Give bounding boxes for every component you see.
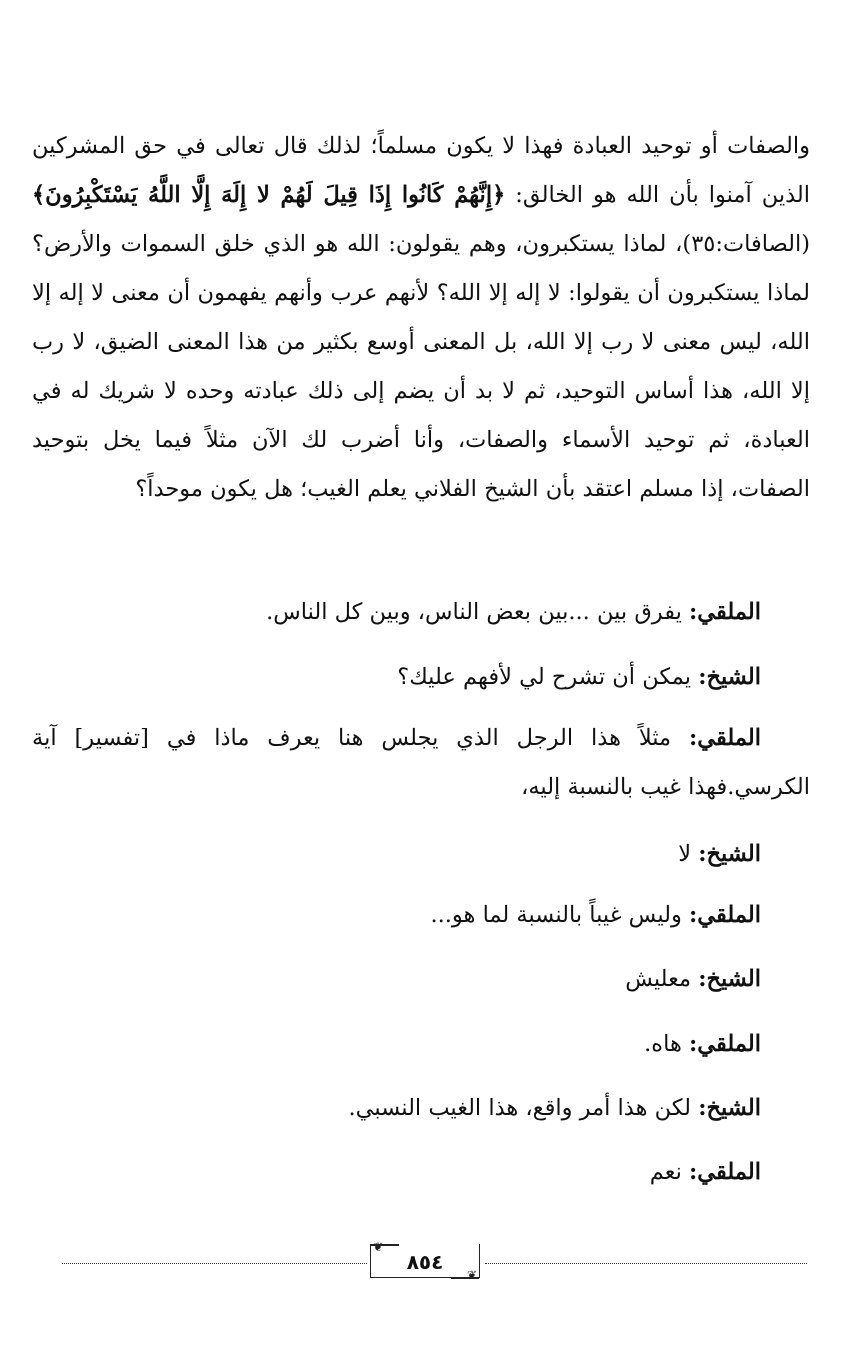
- quran-verse: ﴿إِنَّهُمْ كَانُوا إِذَا قِيلَ لَهُمْ لا إِلَهَ إِلَّا اللَّهُ يَسْتَكْبِرُونَ﴾: [32, 182, 506, 208]
- dialogue-line-3: [32, 714, 810, 812]
- speaker-label: الملقي:: [688, 725, 761, 751]
- speaker-label: الشيخ:: [698, 966, 761, 992]
- dialogue-text: هاه.: [644, 1031, 689, 1057]
- dialogue-line-6: [32, 955, 761, 1004]
- footer-dotted-rule-left: [62, 1263, 367, 1264]
- speaker-label: الشيخ:: [698, 841, 761, 867]
- floral-ornament-icon: ❦: [466, 1268, 477, 1282]
- speaker-label: الملقي:: [688, 902, 761, 928]
- dialogue-text: يمكن أن تشرح لي لأفهم عليك؟: [397, 664, 699, 690]
- page-number: ٨٥٤: [406, 1250, 444, 1274]
- footer-dotted-rule-right: [485, 1263, 807, 1264]
- floral-ornament-icon: ❦: [373, 1240, 384, 1254]
- dialogue-line-1: [32, 588, 761, 637]
- dialogue-text: نعم: [649, 1159, 689, 1185]
- dialogue-line-4: [32, 830, 761, 879]
- dialogue-text: لكن هذا أمر واقع، هذا الغيب النسبي.: [348, 1095, 699, 1121]
- dialogue-line-5: [32, 891, 761, 940]
- dialogue-text: مثلاً هذا الرجل الذي يجلس هنا يعرف ماذا في [تفسير] آية الكرسي.فهذا غيب بالنسبة إليه،: [32, 725, 810, 800]
- page-number-frame: [370, 1240, 480, 1282]
- speaker-label: الشيخ:: [698, 1095, 761, 1121]
- dialogue-line-7: [32, 1020, 761, 1069]
- page-footer: [62, 1240, 807, 1284]
- frame-bottom-ornament: [451, 1268, 479, 1282]
- dialogue-text: معليش: [625, 966, 699, 992]
- body-paragraph: [32, 122, 810, 514]
- dialogue-text: وليس غيباً بالنسبة لما هو...: [430, 902, 689, 928]
- speaker-label: الشيخ:: [698, 664, 761, 690]
- dialogue-line-8: [32, 1084, 761, 1133]
- speaker-label: الملقي:: [688, 599, 761, 625]
- paragraph-text-after: (الصافات:٣٥)، لماذا يستكبرون، وهم يقولون: الله هو الذي خلق السموات والأرض؟ لماذا يستكبرون أن يقولوا: لا إله إلا الله؟ لأنهم عرب وأنهم يفهمون أن معنى لا إله إلا الله، ليس معنى لا رب إلا الله، بل المعنى أوسع بكثير من هذا المعنى الضيق، لا رب إلا الله، هذا أساس التوحيد، ثم لا بد أن يضم إلى ذلك عبادته وحده لا شريك له في العبادة، ثم توحيد الأسماء والصفات، وأنا أضرب لك الآن مثلاً فيما يخل بتوحيد الصفات، إذا مسلم اعتقد بأن الشيخ الفلاني يعلم الغيب؛ هل يكون موحداً؟: [32, 231, 810, 502]
- dialogue-line-2: [32, 653, 761, 702]
- dialogue-text: لا: [678, 841, 699, 867]
- speaker-label: الملقي:: [688, 1031, 761, 1057]
- paragraph-text-before: والصفات أو توحيد العبادة فهذا لا يكون مسلماً؛ لذلك قال تعالى في حق المشركين الذين آمنوا بأن الله هو الخالق:: [32, 133, 811, 208]
- dialogue-line-9: [32, 1148, 761, 1197]
- dialogue-text: يفرق بين ...بين بعض الناس، وبين كل الناس.: [266, 599, 689, 625]
- speaker-label: الملقي:: [688, 1159, 761, 1185]
